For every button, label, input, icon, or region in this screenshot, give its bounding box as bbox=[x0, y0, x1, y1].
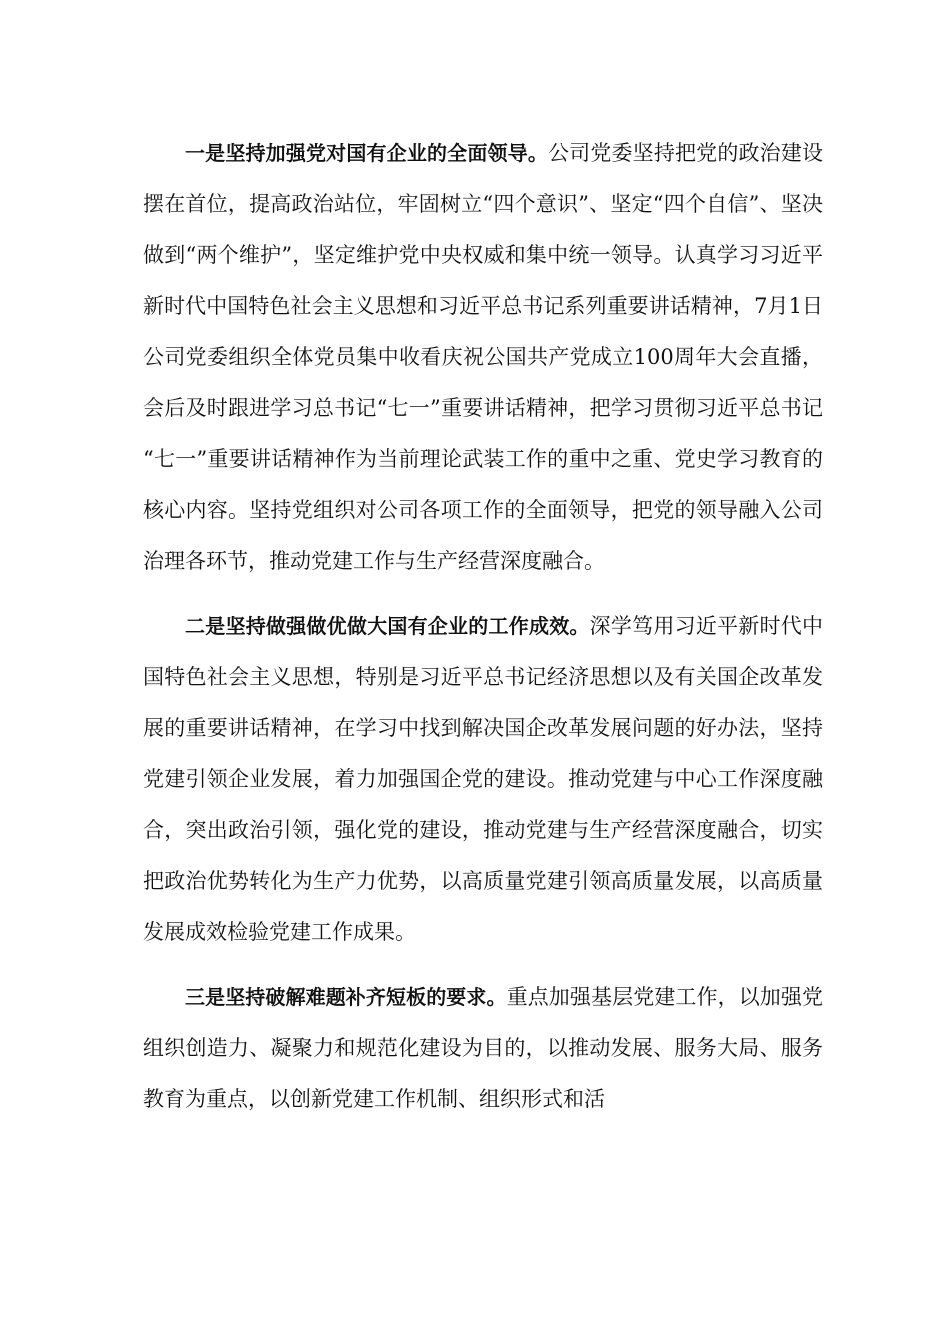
paragraph-2-lead: 二是坚持做强做优做大国有企业的工作成效。 bbox=[185, 614, 590, 638]
paragraph-3 bbox=[143, 972, 823, 1125]
paragraph-2 bbox=[143, 601, 823, 958]
paragraph-1 bbox=[143, 128, 823, 587]
paragraph-3-text: 重点加强基层党建工作，以加强党组织创造力、凝聚力和规范化建设为目的，以推动发展、服务大局、服务教育为重点，以创新党建工作机制、组织形式和活 bbox=[143, 985, 824, 1111]
paragraph-2-text: 深学笃用习近平新时代中国特色社会主义思想，特别是习近平总书记经济思想以及有关国企改革发展的重要讲话精神，在学习中找到解决国企改革发展问题的好办法，坚持党建引领企业发展，着力加强国企党的建设。推动党建与中心工作深度融合，突出政治引领，强化党的建设，推动党建与生产经营深度融合，切实把政治优势转化为生产力优势，以高质量党建引领高质量发展，以高质量发展成效检验党建工作成果。 bbox=[143, 614, 824, 944]
document-body bbox=[143, 128, 823, 1139]
paragraph-1-lead: 一是坚持加强党对国有企业的全面领导。 bbox=[185, 141, 548, 165]
paragraph-3-lead: 三是坚持破解难题补齐短板的要求。 bbox=[185, 985, 507, 1009]
paragraph-1-text: 公司党委坚持把党的政治建设摆在首位，提高政治站位，牢固树立“四个意识”、坚定“四个自信”、坚决做到“两个维护”，坚定维护党中央权威和集中统一领导。认真学习习近平新时代中国特色社会主义思想和习近平总书记系列重要讲话精神，7月1日公司党委组织全体党员集中收看庆祝公国共产党成立100周年大会直播，会后及时跟进学习总书记“七一”重要讲话精神，把学习贯彻习近平总书记“七一”重要讲话精神作为当前理论武装工作的重中之重、党史学习教育的核心内容。坚持党组织对公司各项工作的全面领导，把党的领导融入公司治理各环节，推动党建工作与生产经营深度融合。 bbox=[143, 141, 823, 573]
